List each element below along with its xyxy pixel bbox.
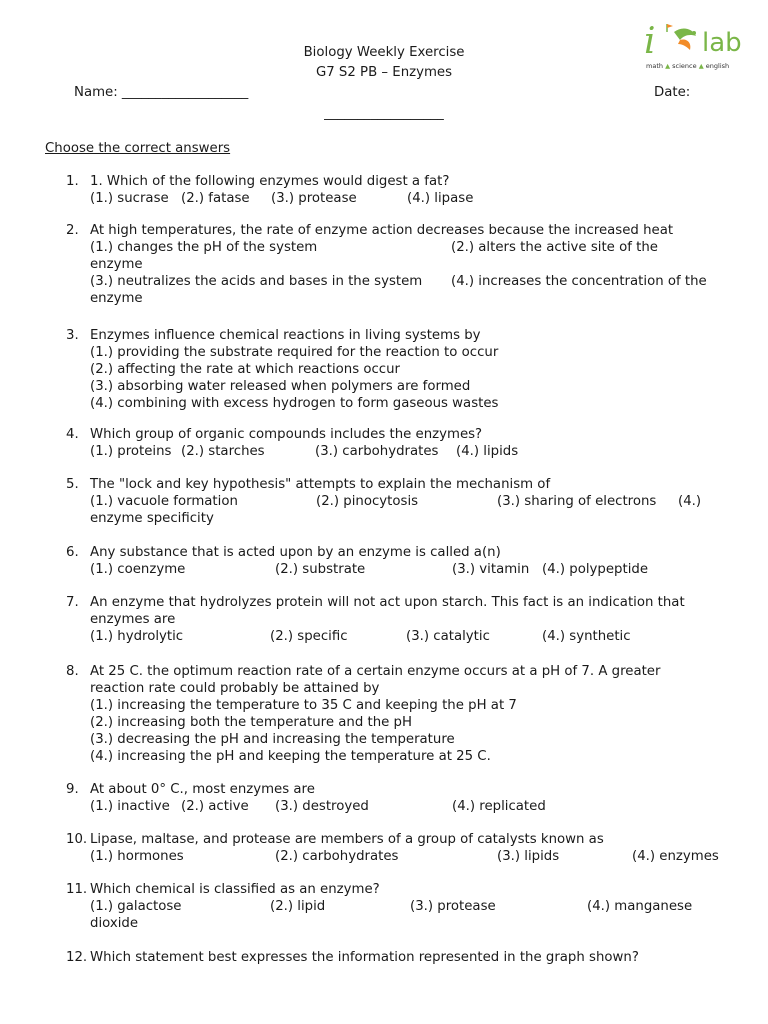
worksheet-title: Biology Weekly Exercise <box>303 45 465 60</box>
question-6 <box>66 544 736 578</box>
option: (3.) catalytic <box>406 629 490 644</box>
bullet-icon: ▲ <box>698 62 704 70</box>
question-number: 2. <box>66 223 79 238</box>
option: (3.) lipids <box>497 849 560 864</box>
question-number: 12. <box>66 950 88 965</box>
option: (1.) inactive <box>90 799 170 814</box>
option: (1.) increasing the temperature to 35 C and keeping the pH at 7 <box>90 698 517 713</box>
option: (1.) proteins <box>90 444 172 459</box>
option: (3.) destroyed <box>275 799 369 814</box>
question-number: 6. <box>66 545 79 560</box>
option-continuation: enzyme specificity <box>90 511 214 526</box>
option: (3.) protease <box>271 191 357 206</box>
question-text: At 25 C. the optimum reaction rate of a certain enzyme occurs at a pH of 7. A greater <box>90 664 661 679</box>
logo-brand-lab: lab <box>702 28 742 58</box>
question-text: An enzyme that hydrolyzes protein will not act upon starch. This fact is an indication that <box>90 595 685 610</box>
option: (2.) pinocytosis <box>316 494 419 509</box>
option-row <box>90 848 736 865</box>
option: (1.) hydrolytic <box>90 629 184 644</box>
option: (3.) carbohydrates <box>315 444 439 459</box>
option-row <box>90 561 736 578</box>
option-row <box>90 798 736 815</box>
question-number: 5. <box>66 477 79 492</box>
option: (4.) <box>678 494 702 509</box>
question-number: 9. <box>66 782 79 797</box>
option-row <box>90 898 736 915</box>
logo-tag-science: science <box>672 62 697 70</box>
ilab-logo <box>640 22 752 74</box>
option: (4.) replicated <box>452 799 546 814</box>
option: (1.) coenzyme <box>90 562 186 577</box>
option: (1.) providing the substrate required for the reaction to occur <box>90 345 499 360</box>
question-number: 4. <box>66 427 79 442</box>
question-5 <box>66 476 736 527</box>
logo-tag-english: english <box>705 62 730 70</box>
date-field-line: __________________ <box>324 106 444 121</box>
logo-tagline <box>646 62 729 70</box>
option: (4.) synthetic <box>542 629 631 644</box>
option: (1.) hormones <box>90 849 184 864</box>
option: (3.) neutralizes the acids and bases in the system <box>90 274 423 289</box>
question-text: At about 0° C., most enzymes are <box>90 782 315 797</box>
question-8 <box>66 663 736 765</box>
option: (4.) lipids <box>456 444 519 459</box>
option: (4.) lipase <box>407 191 474 206</box>
option: (4.) manganese <box>587 899 693 914</box>
logo-brand-i: i <box>644 21 656 62</box>
option-row <box>90 239 736 256</box>
question-1 <box>66 173 736 207</box>
question-10 <box>66 831 736 865</box>
option: (2.) increasing both the temperature and the pH <box>90 715 412 730</box>
option: (2.) lipid <box>270 899 326 914</box>
question-text-continuation: enzymes are <box>90 612 176 627</box>
question-text: Which statement best expresses the information represented in the graph shown? <box>90 950 639 965</box>
option: (2.) affecting the rate at which reactions occur <box>90 362 401 377</box>
option: (2.) active <box>181 799 249 814</box>
question-number: 1. <box>66 174 79 189</box>
option-continuation: enzyme <box>90 257 143 272</box>
flag-icon <box>667 24 673 32</box>
option: (4.) combining with excess hydrogen to form gaseous wastes <box>90 396 499 411</box>
question-text-continuation: reaction rate could probably be attained by <box>90 681 380 696</box>
question-7 <box>66 594 736 645</box>
option-row <box>90 628 736 645</box>
question-12 <box>66 949 736 966</box>
question-text: Lipase, maltase, and protease are members of a group of catalysts known as <box>90 832 604 847</box>
question-11 <box>66 881 736 932</box>
question-2 <box>66 222 736 307</box>
question-text: The "lock and key hypothesis" attempts to explain the mechanism of <box>90 477 551 492</box>
worksheet-subtitle: G7 S2 PB – Enzymes <box>315 65 453 80</box>
question-text: At high temperatures, the rate of enzyme action decreases because the increased heat <box>90 223 674 238</box>
option: (2.) alters the active site of the <box>451 240 658 255</box>
option: (4.) increases the concentration of the <box>451 274 707 289</box>
option: (1.) sucrase <box>90 191 169 206</box>
option-row <box>90 443 736 460</box>
question-number: 3. <box>66 328 79 343</box>
bird-icon <box>674 29 696 50</box>
option: (2.) carbohydrates <box>275 849 399 864</box>
option: (1.) changes the pH of the system <box>90 240 318 255</box>
question-text: Enzymes influence chemical reactions in living systems by <box>90 328 481 343</box>
option: (3.) sharing of electrons <box>497 494 657 509</box>
option-row <box>90 273 736 290</box>
option: (1.) vacuole formation <box>90 494 238 509</box>
option: (3.) absorbing water released when polymers are formed <box>90 379 471 394</box>
question-number: 11. <box>66 882 88 897</box>
question-text: 1. Which of the following enzymes would digest a fat? <box>90 174 450 189</box>
option: (4.) increasing the pH and keeping the temperature at 25 C. <box>90 749 491 764</box>
option: (3.) decreasing the pH and increasing the temperature <box>90 732 455 747</box>
option: (2.) starches <box>181 444 265 459</box>
option-continuation: enzyme <box>90 291 143 306</box>
bullet-icon: ▲ <box>665 62 671 70</box>
option: (3.) protease <box>410 899 496 914</box>
date-field-label: Date: <box>654 85 691 100</box>
question-number: 7. <box>66 595 79 610</box>
question-3 <box>66 327 736 412</box>
question-9 <box>66 781 736 815</box>
option-row <box>90 190 736 207</box>
option: (4.) polypeptide <box>542 562 649 577</box>
option: (2.) substrate <box>275 562 366 577</box>
instructions-heading: Choose the correct answers <box>45 141 231 156</box>
question-text: Which group of organic compounds includes the enzymes? <box>90 427 483 442</box>
question-4 <box>66 426 736 460</box>
option-continuation: dioxide <box>90 916 139 931</box>
logo-tag-math: math <box>646 62 663 70</box>
option: (3.) vitamin <box>452 562 530 577</box>
question-number: 10. <box>66 832 88 847</box>
option-row <box>90 493 736 510</box>
option: (4.) enzymes <box>632 849 719 864</box>
option: (2.) specific <box>270 629 348 644</box>
option: (1.) galactose <box>90 899 182 914</box>
question-text: Which chemical is classified as an enzyme? <box>90 882 380 897</box>
option: (2.) fatase <box>181 191 250 206</box>
question-number: 8. <box>66 664 79 679</box>
question-text: Any substance that is acted upon by an enzyme is called a(n) <box>90 545 501 560</box>
name-field-label: Name: ___________________ <box>74 85 249 100</box>
